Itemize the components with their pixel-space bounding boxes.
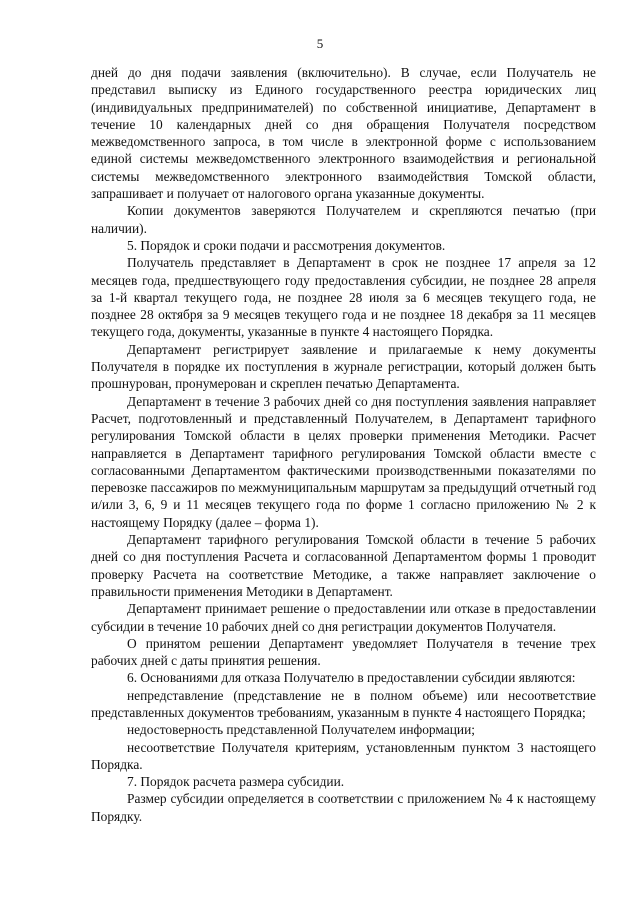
- paragraph-deadlines: Получатель представляет в Департамент в срок не позднее 17 апреля за 12 месяцев года, предшествующего году предоставления субсидии, не позднее 28 апреля за 1-й квартал текущего года, не позднее 28 июля за 6 месяцев текущего года, не позднее 28 октября за 9 месяцев текущего года и не позднее 18 декабря за 11 месяцев текущего года, документы, указанные в пункте 4 настоящего Порядка.: [91, 255, 596, 340]
- section-heading-5: 5. Порядок и сроки подачи и рассмотрения документов.: [127, 237, 446, 253]
- paragraph-notification: О принятом решении Департамент уведомляет Получателя в течение трех рабочих дней с даты принятия решения.: [91, 635, 596, 669]
- paragraph-decision: Департамент принимает решение о предоставлении или отказе в предоставлении субсидии в течение 10 рабочих дней со дня регистрации документов Получателя.: [91, 601, 596, 634]
- refusal-ground-1: непредставление (представление не в полном объеме) или несоответствие представленных документов требованиям, указанным в пункте 4 настоящего Порядка;: [91, 687, 596, 720]
- paragraph-copies: Копии документов заверяются Получателем и скрепляются печатью (при наличии).: [91, 203, 596, 236]
- refusal-ground-2: недостоверность представленной Получателем информации;: [127, 722, 475, 738]
- paragraph-tariff-check: Департамент тарифного регулирования Томской области в течение 5 рабочих дней со дня поступления Расчета и согласованной Департаментом формы 1 проводит проверку Расчета на соответствие Методике, а также направляет заключение о правильности применения Методики в Департамент.: [91, 532, 596, 599]
- page-number: 5: [316, 36, 324, 51]
- document-body: [91, 64, 596, 825]
- paragraph-subsidy-size: Размер субсидии определяется в соответствии с приложением № 4 к настоящему Порядку.: [91, 791, 596, 824]
- section-heading-6: 6. Основаниями для отказа Получателю в предоставлении субсидии являются:: [127, 670, 576, 686]
- paragraph-calculation: Департамент в течение 3 рабочих дней со дня поступления заявления направляет Расчет, подготовленный и представленный Получателем, в Департамент тарифного регулирования Томской области в целях проверки применения Методики. Расчет направляется в Департамент тарифного регулирования Томской области вместе с согласованными Департаментом фактическими производственными показателями по перевозке пассажиров по межмуниципальным маршрутам за предыдущий отчетный год и/или 3, 6, 9 и 11 месяцев текущего года по форме 1 согласно приложению № 2 к настоящему Порядку (далее – форма 1).: [91, 393, 596, 530]
- paragraph-continuation: дней до дня подачи заявления (включительно). В случае, если Получатель не представил выписку из Единого государственного реестра юридических лиц (индивидуальных предпринимателей) по собственной инициативе, Департамент в течение 10 календарных дней со дня обращения Получателя посредством межведомственного запроса, в том числе в электронной форме с использованием единой системы межведомственного электронного взаимодействия и региональной системы межведомственного электронного взаимодействия Томской области, запрашивает и получает от налогового органа указанные документы.: [91, 65, 596, 202]
- paragraph-registration: Департамент регистрирует заявление и прилагаемые к нему документы Получателя в порядке их поступления в журнале регистрации, который должен быть прошнурован, пронумерован и скреплен печатью Департамента.: [91, 341, 596, 392]
- refusal-ground-3: несоответствие Получателя критериям, установленным пунктом 3 настоящего Порядка.: [91, 739, 596, 772]
- section-heading-7: 7. Порядок расчета размера субсидии.: [127, 774, 345, 790]
